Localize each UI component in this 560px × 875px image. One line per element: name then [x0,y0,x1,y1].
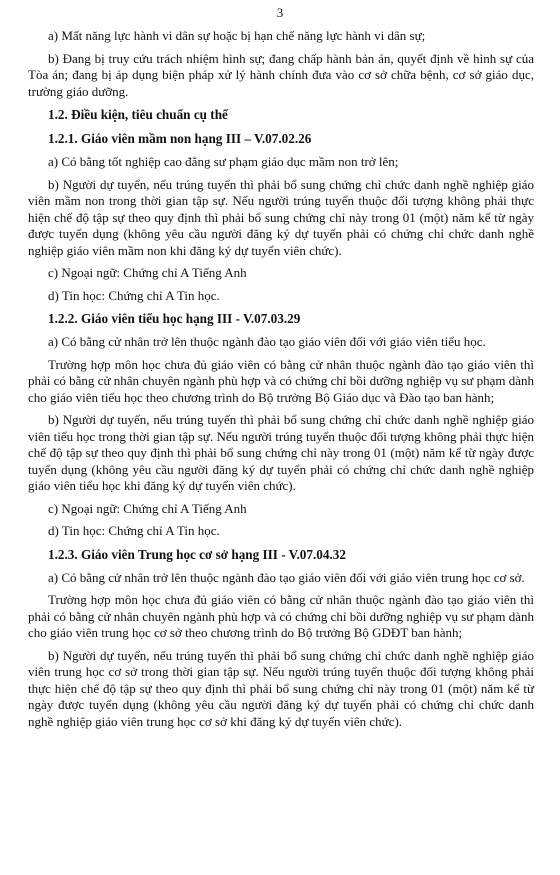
paragraph: b) Đang bị truy cứu trách nhiệm hình sự; đang chấp hành bản án, quyết định về hình sự của Tòa án; đang bị áp dụng biện pháp xử lý hành chính đưa vào cơ sở chữa bệnh, cơ sở giáo dục, trường giáo dưỡng. [28,50,534,99]
paragraph: d) Tin học: Chứng chỉ A Tin học. [48,287,220,303]
paragraph: b) Người dự tuyển, nếu trúng tuyển thì phải bổ sung chứng chỉ chức danh nghề nghiệp giáo viên mầm non trong thời gian tập sự. Nếu người trúng tuyển thuộc đối tượng không phải thực hiện chế độ tập sự theo quy định thì phải bổ sung chứng chỉ này trong 01 (một) năm kể từ ngày được tuyển dụng (không yêu cầu người đăng ký dự tuyển phải có chứng chỉ chức danh nghề nghiệp giáo viên mầm non khi đăng ký dự tuyển viên chức). [28,176,534,258]
paragraph: c) Ngoại ngữ: Chứng chỉ A Tiếng Anh [48,500,247,516]
paragraph: b) Người dự tuyển, nếu trúng tuyển thì phải bổ sung chứng chỉ chức danh nghề nghiệp giáo viên trung học cơ sở trong thời gian tập sự. Nếu người trúng tuyển thuộc đối tượng không phải thực hiện chế độ tập sự theo quy định thì phải bổ sung chứng chỉ này trong 01 (một) năm kể từ ngày được tuyển dụng (không yêu cầu người đăng ký dự tuyển phải có chứng chỉ chức danh nghề nghiệp giáo viên trung học cơ sở khi đăng ký dự tuyển viên chức). [28,647,534,729]
paragraph: Trường hợp môn học chưa đủ giáo viên có bằng cử nhân thuộc ngành đào tạo giáo viên thì phải có bằng cử nhân chuyên ngành phù hợp và có chứng chỉ bồi dưỡng nghiệp vụ sư phạm dành cho giáo viên tiểu học theo chương trình do Bộ trưởng Bộ Giáo dục và Đào tạo ban hành; [28,356,534,405]
paragraph: a) Có bằng cử nhân trở lên thuộc ngành đào tạo giáo viên đối với giáo viên trung học cơ sở. [48,569,525,585]
paragraph: Trường hợp môn học chưa đủ giáo viên có bằng cử nhân thuộc ngành đào tạo giáo viên thì phải có bằng cử nhân chuyên ngành phù hợp và có chứng chỉ bồi dưỡng nghiệp vụ sư phạm dành cho giáo viên trung học cơ sở theo chương trình do Bộ trưởng Bộ GDĐT ban hành; [28,592,534,640]
paragraph: a) Mất năng lực hành vi dân sự hoặc bị hạn chế năng lực hành vi dân sự; [48,28,426,43]
document-body [28,28,534,736]
section-heading: 1.2. Điều kiện, tiêu chuẩn cụ thể [48,107,228,122]
section-heading: 1.2.2. Giáo viên tiểu học hạng III - V.07.03.29 [48,311,301,326]
paragraph: d) Tin học: Chứng chỉ A Tin học. [48,523,220,538]
section-heading: 1.2.1. Giáo viên mầm non hạng III – V.07.02.26 [48,131,312,146]
paragraph: a) Có bằng tốt nghiệp cao đẳng sư phạm giáo dục mầm non trở lên; [48,154,399,169]
page-number: 3 [276,5,284,20]
paragraph: a) Có bằng cử nhân trở lên thuộc ngành đào tạo giáo viên đối với giáo viên tiểu học. [48,334,486,349]
paragraph: c) Ngoại ngữ: Chứng chỉ A Tiếng Anh [48,265,247,280]
paragraph: b) Người dự tuyển, nếu trúng tuyển thì phải bổ sung chứng chỉ chức danh nghề nghiệp giáo viên tiểu học trong thời gian tập sự. Nếu người trúng tuyển thuộc đối tượng không phải thực hiện chế độ tập sự theo quy định thì phải bổ sung chứng chỉ này trong 01 (một) năm kể từ ngày được tuyển dụng (không yêu cầu người đăng ký dự tuyển phải có chứng chỉ chức danh nghề nghiệp giáo viên tiểu học khi đăng ký dự tuyển viên chức). [28,412,534,493]
section-heading: 1.2.3. Giáo viên Trung học cơ sở hạng III - V.07.04.32 [48,546,346,562]
